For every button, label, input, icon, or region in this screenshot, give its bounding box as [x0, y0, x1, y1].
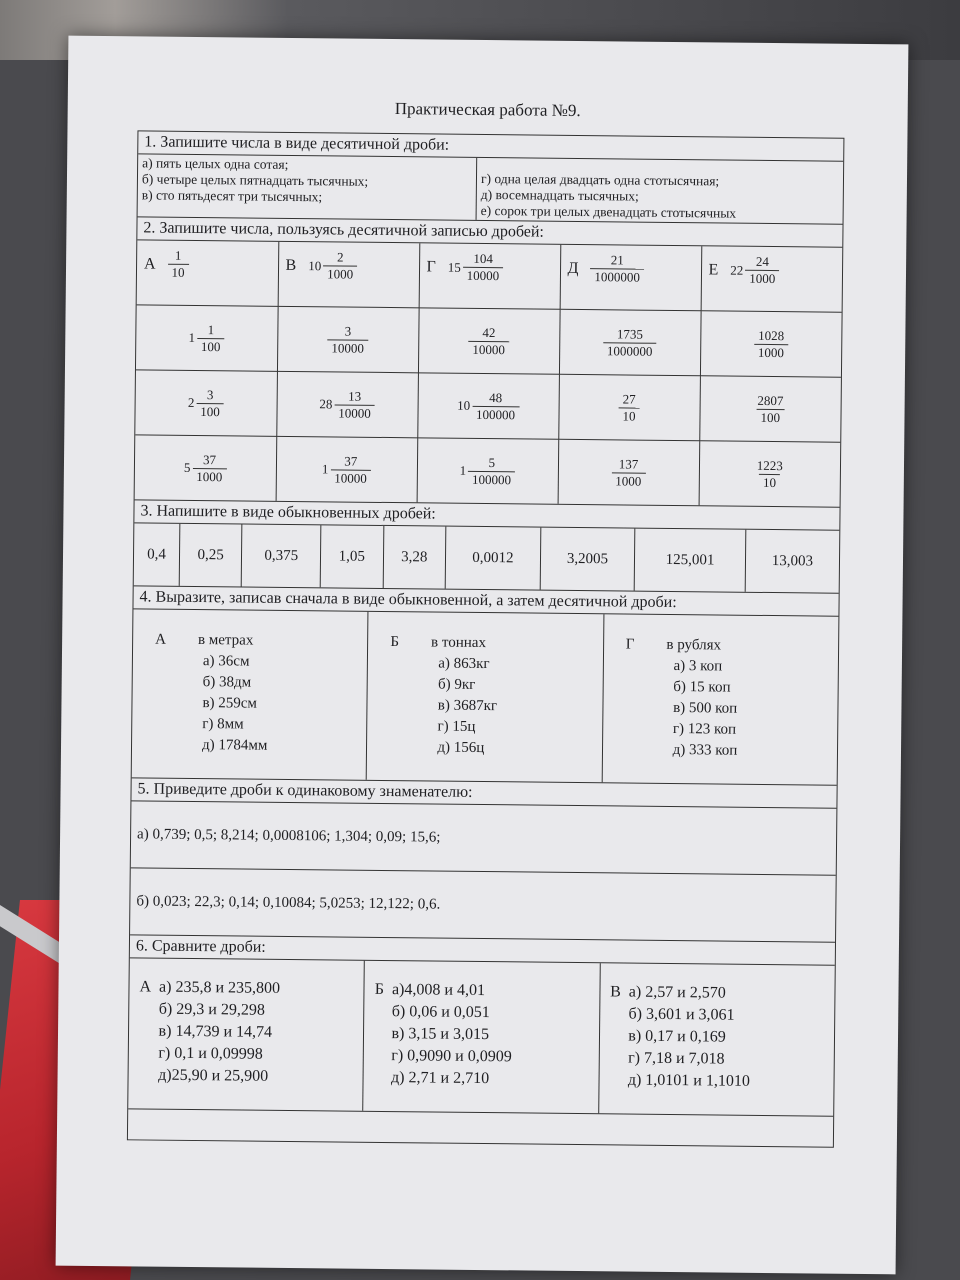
task-item: е) сорок три целых двенадцать стотысячных — [480, 202, 737, 221]
list-item: д) 333 коп — [672, 742, 738, 759]
fraction-whole: 2 — [187, 394, 195, 410]
table-row — [136, 305, 842, 377]
list-item: г) 123 коп — [672, 721, 737, 738]
section-1-heading: 1. Запишите числа в виде десятичной дроби: — [138, 131, 843, 161]
section-1-left — [138, 154, 478, 220]
fraction — [323, 249, 357, 282]
column-letter: А — [155, 631, 167, 648]
fraction-wrap — [700, 457, 839, 491]
worksheet-paper — [56, 36, 909, 1275]
list-item: г) 0,1 и 0,09998 — [158, 1044, 263, 1063]
decimal-cell: 13,003 — [745, 530, 839, 593]
task-item: б) четыре целых пятнадцать тысячных; — [141, 171, 369, 189]
fraction-wrap — [277, 452, 415, 486]
fraction-cell — [560, 245, 702, 311]
compare-column — [128, 958, 364, 1110]
fraction — [196, 386, 224, 419]
fraction — [618, 391, 639, 424]
decimal-cell: 0,0012 — [445, 527, 540, 590]
fraction-denominator: 100 — [756, 408, 784, 425]
fraction-wrap — [279, 243, 417, 283]
fraction — [167, 248, 188, 281]
section-5-heading: 5. Приведите дроби к одинаковому знаменателю: — [131, 778, 836, 808]
fraction-wrap — [419, 389, 557, 423]
section-5-row-b: б) 0,023; 22,3; 0,14; 0,10084; 5,0253; 12,122; 0,6. — [130, 868, 836, 942]
fraction-numerator: 48 — [489, 389, 503, 405]
fraction-denominator: 100000 — [468, 470, 515, 487]
list-item: б) 0,06 и 0,051 — [391, 1003, 490, 1022]
unit-items — [389, 653, 602, 760]
fraction-wrap — [701, 392, 840, 426]
fraction-numerator: 42 — [482, 324, 496, 340]
list-item: д) 1,0101 и 1,1010 — [627, 1071, 750, 1090]
fraction-numerator: 2807 — [757, 392, 784, 408]
column-letter: Г — [625, 636, 635, 653]
compare-items — [628, 982, 751, 1115]
fraction — [754, 327, 788, 360]
fraction-whole: 15 — [447, 259, 461, 275]
option-letter: А — [143, 254, 156, 273]
list-item: а) 2,57 и 2,570 — [628, 983, 726, 1002]
fraction-wrap — [420, 324, 558, 358]
fraction-numerator: 1 — [207, 321, 215, 337]
decimal-cell: 125,001 — [634, 529, 745, 592]
column-unit: в метрах — [197, 632, 254, 649]
decimal-cell: 1,05 — [320, 525, 383, 588]
fraction-wrap — [137, 321, 276, 355]
compare-column — [598, 963, 835, 1115]
unit-column-head — [390, 632, 603, 655]
fraction-cell — [700, 311, 842, 377]
page-title: Практическая работа №9. — [394, 99, 581, 121]
fraction — [745, 254, 779, 287]
fraction — [752, 457, 786, 490]
fraction-denominator: 10000 — [330, 469, 371, 486]
fraction-numerator: 5 — [488, 454, 496, 470]
fraction-denominator: 10000 — [334, 404, 375, 421]
list-item: б) 38дм — [202, 674, 252, 691]
fraction-wrap — [279, 322, 417, 356]
section-5-row-a: а) 0,739; 0,5; 8,214; 0,0008106; 1,304; 0,09; 15,6; — [131, 801, 837, 875]
fraction-cell — [276, 371, 418, 437]
list-item: в) 500 коп — [673, 700, 738, 717]
list-item: г) 7,18 и 7,018 — [628, 1049, 725, 1068]
fraction-whole: 1 — [188, 329, 196, 345]
fraction-denominator: 10000 — [468, 340, 509, 357]
fraction-cell — [277, 306, 419, 372]
table-row — [137, 240, 843, 312]
fraction-numerator: 27 — [622, 390, 636, 407]
fraction-wrap — [136, 386, 275, 420]
fraction-wrap — [561, 325, 699, 359]
worksheet-table — [127, 130, 845, 1147]
table-row — [135, 370, 841, 442]
fraction-cell — [559, 309, 701, 375]
fraction-numerator: 1735 — [616, 325, 643, 342]
list-item: д) 1784мм — [201, 737, 268, 754]
fraction-whole: 5 — [183, 459, 191, 475]
fraction-cell — [558, 374, 700, 440]
fraction — [603, 326, 657, 360]
fraction-denominator: 1000 — [192, 467, 226, 484]
list-item: д)25,90 и 25,900 — [158, 1066, 269, 1085]
fraction — [611, 456, 645, 489]
list-item: б) 29,3 и 29,298 — [158, 1000, 265, 1019]
unit-column — [132, 609, 368, 779]
section-3-heading: 3. Напишите в виде обыкновенных дробей: — [134, 499, 839, 530]
task-item: а) пять целых одна сотая; — [142, 155, 289, 172]
table-row — [135, 435, 841, 507]
fraction-wrap — [278, 387, 416, 421]
fraction-cell — [136, 305, 278, 371]
option-letter: В — [285, 256, 297, 274]
column-unit: в рублях — [666, 636, 722, 654]
fraction-cell — [558, 439, 700, 505]
list-item: д) 2,71 и 2,710 — [390, 1069, 490, 1088]
fraction-wrap — [138, 241, 277, 281]
section-6-body — [128, 958, 835, 1115]
fraction-numerator: 13 — [348, 388, 362, 404]
fraction-numerator: 21 — [610, 252, 624, 268]
list-item: д) 156ц — [437, 739, 485, 757]
task-item: г) одна целая двадцать одна стотысячная; — [480, 170, 720, 189]
fraction-whole: 1 — [459, 462, 467, 478]
fraction-cell — [417, 373, 559, 439]
list-item: а) 863кг — [438, 655, 490, 673]
fraction-denominator: 100 — [196, 402, 224, 419]
section-2-heading: 2. Запишите числа, пользуясь десятичной записью дробей: — [137, 217, 842, 247]
fraction-wrap — [559, 455, 697, 489]
fraction-cell — [276, 436, 418, 502]
column-unit: в тоннах — [430, 634, 487, 652]
list-item: в) 3,15 и 3,015 — [391, 1025, 490, 1044]
fraction-wrap — [560, 390, 698, 424]
fraction-numerator: 137 — [618, 455, 639, 472]
fraction-denominator: 10 — [759, 473, 780, 490]
column-letter: Б — [374, 980, 385, 998]
column-letter: А — [139, 978, 152, 996]
fraction-cell — [419, 243, 561, 309]
column-letter: Б — [390, 634, 400, 651]
decimal-cell: 3,28 — [383, 526, 446, 589]
fraction-numerator: 2 — [337, 249, 344, 265]
list-item: а) 235,8 и 235,800 — [158, 978, 281, 997]
fraction — [463, 251, 504, 284]
fraction-cell — [699, 376, 841, 442]
fraction — [330, 453, 371, 486]
unit-column-head — [626, 635, 839, 658]
fraction-denominator: 10 — [167, 264, 188, 281]
fraction — [472, 389, 519, 422]
option-letter: Е — [708, 260, 719, 278]
fraction-wrap — [136, 451, 275, 485]
list-item: а)4,008 и 4,01 — [391, 981, 486, 1000]
fraction-denominator: 10000 — [327, 339, 368, 356]
fraction-wrap — [702, 327, 841, 361]
decimals-table — [134, 523, 840, 592]
fractions-table — [135, 240, 843, 506]
fraction-denominator: 100000 — [472, 405, 519, 422]
fraction — [468, 454, 515, 487]
section-1-body — [138, 154, 844, 224]
fraction — [334, 388, 375, 421]
section-6-heading: 6. Сравните дроби: — [130, 935, 835, 965]
fraction-denominator: 1000000 — [590, 268, 644, 286]
fraction-numerator: 37 — [202, 451, 217, 467]
fraction-numerator: 1 — [174, 247, 182, 263]
decimal-cell: 0,375 — [242, 524, 321, 587]
fraction-numerator: 24 — [755, 253, 769, 269]
unit-column-head — [155, 630, 368, 653]
fraction-wrap — [418, 454, 556, 488]
column-letter: В — [610, 983, 621, 1001]
compare-items — [158, 977, 280, 1110]
section-4-body — [132, 609, 839, 785]
fraction-cell — [418, 308, 560, 374]
unit-column — [366, 612, 603, 782]
fraction — [468, 324, 509, 357]
fraction-denominator: 1000 — [323, 265, 357, 282]
fraction-wrap — [420, 244, 558, 284]
fraction-cell — [135, 435, 277, 501]
fraction-cell — [417, 438, 559, 504]
list-item: б) 9кг — [437, 676, 476, 693]
fraction — [327, 323, 368, 356]
fraction-denominator: 100 — [197, 337, 225, 354]
fraction — [590, 252, 644, 286]
fraction-cell — [135, 370, 277, 436]
fraction-cell — [278, 242, 420, 308]
fraction-whole: 28 — [319, 396, 333, 412]
decimal-cell: 3,2005 — [540, 528, 635, 591]
fraction — [197, 321, 225, 354]
task-item: д) восемнадцать тысячных; — [480, 186, 639, 204]
compare-column — [363, 961, 600, 1113]
fraction-denominator: 1000000 — [603, 342, 657, 360]
unit-items — [625, 656, 838, 763]
task-item: в) сто пятьдесят три тысячных; — [141, 187, 323, 205]
fraction-whole: 10 — [457, 397, 471, 413]
list-item: а) 3 коп — [673, 658, 723, 675]
fraction-cell — [699, 441, 841, 507]
list-item: в) 3687кг — [437, 697, 498, 715]
list-item: г) 0,9090 и 0,0909 — [391, 1047, 512, 1066]
fraction-wrap — [702, 247, 841, 287]
fraction — [192, 451, 226, 484]
option-letter: Д — [567, 259, 579, 277]
list-item: в) 0,17 и 0,169 — [628, 1027, 726, 1046]
section-1-right — [477, 158, 844, 224]
option-letter: Г — [426, 257, 436, 275]
fraction-numerator: 104 — [473, 250, 493, 267]
fraction-numerator: 1223 — [756, 457, 783, 473]
fraction-numerator: 3 — [206, 386, 214, 402]
list-item: в) 14,739 и 14,74 — [158, 1022, 273, 1041]
fraction-whole: 10 — [308, 257, 322, 273]
fraction-numerator: 3 — [344, 323, 352, 339]
fraction-cell — [701, 246, 843, 312]
fraction-denominator: 1000 — [611, 472, 645, 489]
list-item: б) 15 коп — [673, 679, 731, 696]
list-item: б) 3,601 и 3,061 — [628, 1005, 735, 1024]
fraction-numerator: 1028 — [758, 327, 785, 343]
unit-column — [601, 614, 838, 784]
fraction-whole: 1 — [321, 461, 329, 477]
decimal-cell: 0,25 — [179, 524, 242, 587]
list-item: г) 8мм — [202, 716, 244, 733]
list-item: а) 36см — [202, 653, 250, 670]
fraction-denominator: 10000 — [463, 267, 504, 284]
decimal-cell: 0,4 — [134, 523, 180, 585]
fraction-denominator: 1000 — [745, 270, 779, 287]
section-4-heading: 4. Выразите, записав сначала в виде обыкновенной, а затем десятичной дроби: — [133, 585, 838, 616]
fraction-denominator: 1000 — [754, 343, 788, 360]
fraction-cell — [137, 240, 279, 306]
list-item: в) 259см — [202, 695, 258, 712]
fraction-wrap — [561, 246, 699, 286]
fraction — [753, 392, 787, 425]
fraction-whole: 22 — [730, 262, 744, 278]
fraction-denominator: 10 — [618, 407, 639, 424]
list-item: г) 15ц — [437, 718, 476, 735]
unit-items — [154, 651, 367, 758]
compare-items — [391, 979, 513, 1112]
fraction-numerator: 37 — [344, 453, 358, 469]
